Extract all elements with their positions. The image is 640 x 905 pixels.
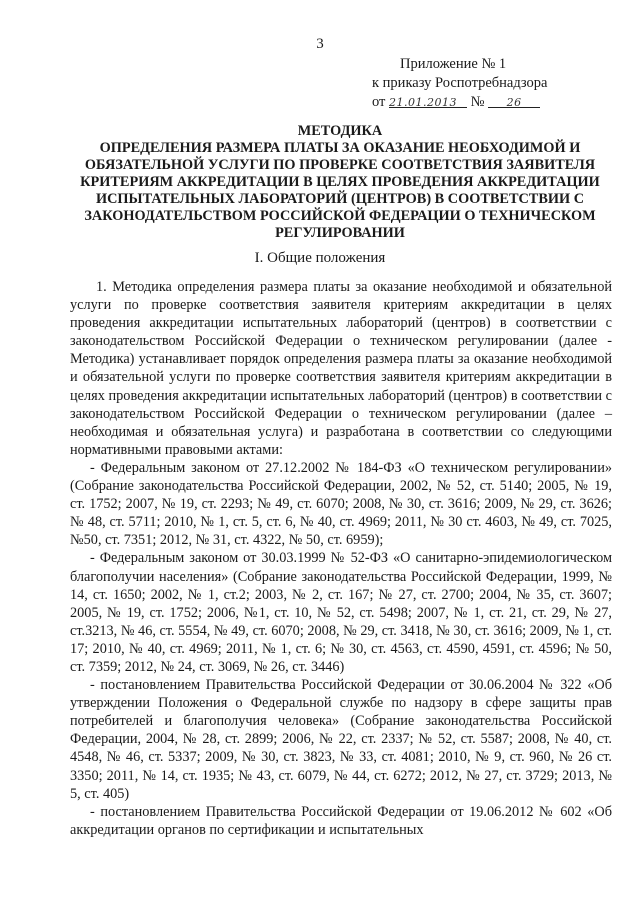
handwritten-number: 26 bbox=[506, 96, 522, 109]
appendix-block bbox=[372, 55, 612, 112]
appendix-date-line bbox=[372, 93, 612, 112]
title-line: ЗАКОНОДАТЕЛЬСТВОМ РОССИЙСКОЙ ФЕДЕРАЦИИ О ТЕХНИЧЕСКОМ bbox=[84, 208, 596, 224]
page-number: 3 bbox=[316, 36, 324, 52]
document-title bbox=[70, 123, 610, 242]
handwritten-date: 21.01.2013 bbox=[389, 96, 458, 109]
number-field bbox=[488, 93, 540, 108]
section-heading: I. Общие положения bbox=[254, 250, 386, 266]
title-line: КРИТЕРИЯМ АККРЕДИТАЦИИ В ЦЕЛЯХ ПРОВЕДЕНИЯ АККРЕДИТАЦИИ bbox=[80, 174, 600, 190]
title-line: ОБЯЗАТЕЛЬНОЙ УСЛУГИ ПО ПРОВЕРКЕ СООТВЕТСТВИЯ ЗАЯВИТЕЛЯ bbox=[84, 157, 596, 173]
appendix-order-reference: к приказу Роспотребнадзора bbox=[372, 75, 548, 91]
paragraph-methodology-purpose: 1. Методика определения размера платы за оказание необходимой и обязательной услуги по проверке соответствия заявителя критериям аккредитации в целях проведения аккредитации испытательных лабораторий (центров) в соответствии с законодательством Российской Федерации о техническом регулировании (далее - Методика) устанавливает порядок определения размера платы за оказание необходимой и обязательной услуги по проверке соответствия заявителя критериям аккредитации в целях проведения аккредитации испытательных лабораторий (центров) в соответствии с законодательством Российской Федерации о техническом регулировании (далее – необходимая и обязательная услуга) и разработана в соответствии со следующими нормативными правовыми актами: bbox=[70, 279, 612, 458]
title-line: ОПРЕДЕЛЕНИЯ РАЗМЕРА ПЛАТЫ ЗА ОКАЗАНИЕ НЕОБХОДИМОЙ И bbox=[99, 140, 581, 156]
paragraph-federal-law-52: - Федеральным законом от 30.03.1999 № 52-ФЗ «О санитарно-эпидемиологическом благополучии населения» (Собрание законодательства Российской Федерации, 1999, № 14, ст. 1650; 2002, № 1, ст.2; 2003, № 2, ст. 167; № 27, ст. 2700; 2004, № 35, ст. 3607; 2005, № 19, ст. 1752; 2006, №1, ст. 10, № 52, ст. 5498; 2007, № 1, ст. 21, ст. 29, № 27, ст.3213, № 46, ст. 5554, № 49, ст. 6070; 2008, № 29, ст. 3418, № 30, ст. 3616; 2009, № 1, ст. 17; 2010, № 40, ст. 4969; 2011, № 1, ст. 6; № 30, ст. 4563, ст. 4590, 4591, ст. 4596; № 50, ст. 7359; 2012, № 24, ст. 3069, № 26, ст. 3446) bbox=[70, 550, 612, 675]
date-prefix: от bbox=[372, 94, 386, 110]
body-text bbox=[70, 278, 612, 839]
title-line: РЕГУЛИРОВАНИИ bbox=[275, 225, 405, 241]
paragraph-government-decree-602: - постановлением Правительства Российской Федерации от 19.06.2012 № 602 «Об аккредитации органов по сертификации и испытательных bbox=[70, 803, 612, 838]
paragraph-government-decree-322: - постановлением Правительства Российской Федерации от 30.06.2004 № 322 «Об утверждении Положения о Федеральной службе по надзору в сфере защиты прав потребителей и благополучия человека» (Собрание законодательства Российской Федерации, 2004, № 28, ст. 2899; 2006, № 22, ст. 2337; № 52, ст. 5587; 2008, № 40, ст. 4548, № 46, ст. 5337; 2009, № 30, ст. 3823, № 33, ст. 4081; 2010, № 9, ст. 960, № 26 ст. 3350; 2011, № 14, ст. 1935; № 43, ст. 6079, № 44, ст. 6272; 2012, № 27, ст. 3729; 2013, № 5, ст. 405) bbox=[70, 677, 612, 802]
title-line: ИСПЫТАТЕЛЬНЫХ ЛАБОРАТОРИЙ (ЦЕНТРОВ) В СООТВЕТСТВИИ С bbox=[95, 191, 585, 207]
number-prefix: № bbox=[470, 94, 485, 110]
appendix-title: Приложение № 1 bbox=[400, 56, 507, 72]
title-line: МЕТОДИКА bbox=[297, 123, 383, 139]
paragraph-federal-law-184: - Федеральным законом от 27.12.2002 № 184-ФЗ «О техническом регулировании» (Собрание законодательства Российской Федерации, 2002, № 52, ст. 5140; 2005, № 19, ст. 1752; 2007, № 19, ст. 2293; № 49, ст. 6070; 2008, № 30, ст. 3616; 2009, № 29, ст. 3626; № 48, ст. 5711; 2010, № 1, ст. 5, ст. 6, № 40, ст. 4969; 2011, № 30 ст. 4603, № 49, ст. 7025, №50, ст. 7351; 2012, № 31, ст. 4322, № 50, ст. 6959); bbox=[70, 459, 612, 549]
date-field bbox=[389, 93, 467, 108]
